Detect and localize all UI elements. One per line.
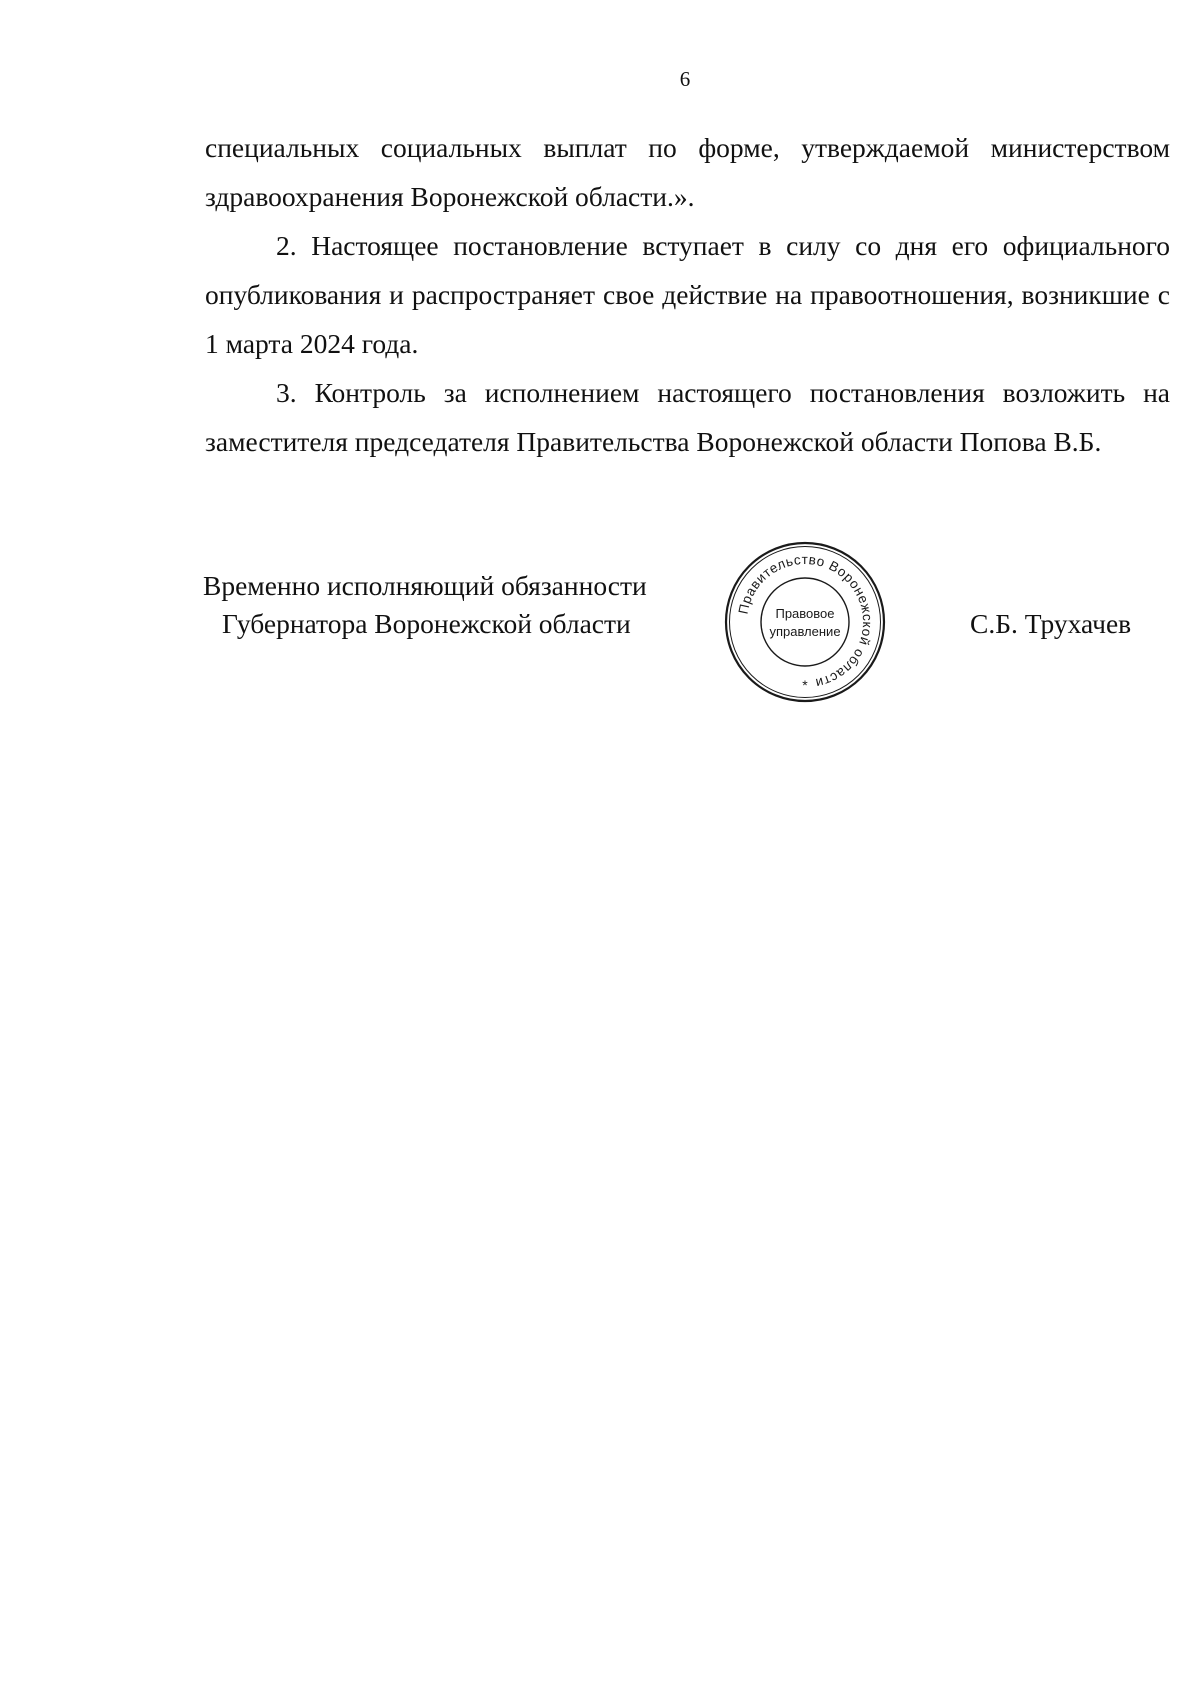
signatory-title-line1: Временно исполняющий обязанности: [203, 570, 647, 601]
signatory-title: [203, 567, 647, 643]
page-number: 6: [679, 67, 691, 91]
paragraph-3-control: 3. Контроль за исполнением настоящего постановления возложить на заместителя председателя Правительства Воронежской области Попова В.Б.: [205, 377, 1170, 457]
stamp-inner-line1: Правовое: [775, 606, 835, 621]
stamp-inner-ring: [761, 578, 849, 666]
stamp-outer-text: Правительство Воронежской области: [735, 551, 876, 692]
stamp-inner-line2: управление: [769, 624, 841, 639]
paragraph-continuation: специальных социальных выплат по форме, утверждаемой министерством здравоохранения Воронежской области.».: [205, 132, 1170, 212]
document-body: [205, 123, 1170, 466]
paragraph-2-effective-date: 2. Настоящее постановление вступает в силу со дня его официального опубликования и распространяет свое действие на правоотношения, возникшие с 1 марта 2024 года.: [205, 230, 1170, 359]
official-stamp: [723, 540, 887, 704]
stamp-outer-ring-inner: [730, 547, 881, 698]
signer-name: С.Б. Трухачев: [970, 608, 1132, 639]
signatory-title-line2: Губернатора Воронежской области: [222, 608, 631, 639]
stamp-star-icon: *: [802, 677, 808, 693]
